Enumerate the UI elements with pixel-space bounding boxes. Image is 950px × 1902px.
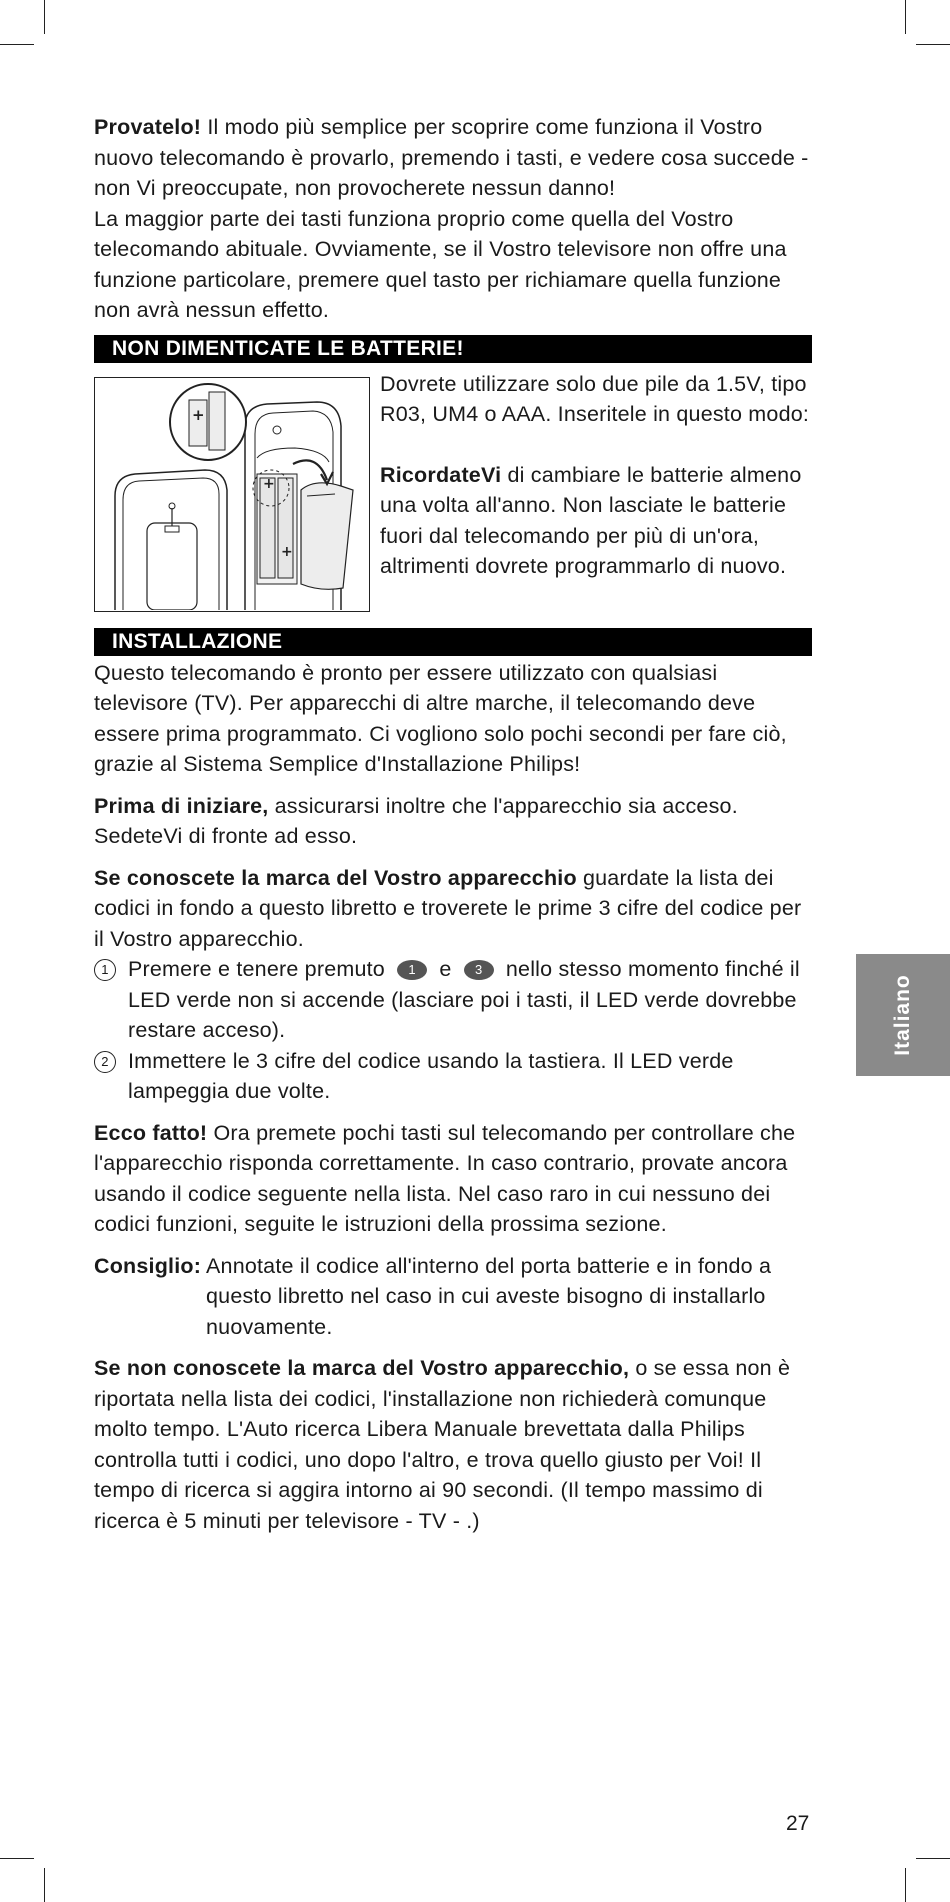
svg-text:+: + <box>263 475 275 492</box>
reminder-text: di cambiare le batterie almeno una volta all'anno. Non lasciate le batterie fuori dal telecomando per più di un'ora, altrimenti dovrete programmarlo di nuovo. <box>380 462 802 578</box>
known-brand-paragraph <box>94 863 812 955</box>
known-brand-text: guardate la lista dei codici in fondo a questo libretto e troverete le prime 3 cifre del codice per il Vostro apparecchio. <box>94 865 802 951</box>
intro-text: Il modo più semplice per scoprire come funziona il Vostro nuovo telecomando è provarlo, premendo i tasti, e vedere cosa succede - non Vi preoccupate, non provocherete nessun danno! <box>94 115 809 200</box>
before-start-paragraph <box>94 791 812 852</box>
crop-mark <box>0 1858 34 1859</box>
intro-paragraph-2: La maggior parte dei tasti funziona proprio come quella del Vostro telecomando abituale. Ovviamente, se il Vostro televisore non offre una funzione particolare, premere quel tasto per richiamare quella funzione non avrà nessun effetto. <box>94 206 787 322</box>
crop-mark <box>905 0 906 34</box>
known-brand-lead: Se conoscete la marca del Vostro apparecchio <box>94 865 577 890</box>
done-text: Ora premete pochi tasti sul telecomando per controllare che l'apparecchio risponda correttamente. In caso contrario, provate ancora usando il codice seguente nella lista. Nel caso raro in cui nessuno dei codici funzioni, seguite le istruzioni della prossima sezione. <box>94 1120 796 1236</box>
step1-text-a: Premere e tenere premuto <box>128 957 385 981</box>
remote-battery-icon <box>95 378 368 610</box>
crop-mark <box>905 1868 906 1902</box>
crop-mark <box>916 1858 950 1859</box>
battery-illustration <box>94 377 370 612</box>
step1-and: e <box>439 957 452 981</box>
svg-text:+: + <box>192 405 205 424</box>
install-heading: INSTALLAZIONE <box>94 628 812 656</box>
unknown-brand-text: o se essa non è riportata nella lista dei codici, l'installazione non richiederà comunque molto tempo. L'Auto ricerca Libera Manuale brevettata dalla Philips controlla tutti i codici, uno dopo l'altro, e trova quello giusto per Voi! Il tempo di ricerca si aggira intorno ai 90 secondi. (Il tempo massimo di ricerca è 5 minuti per televisore - TV - .) <box>94 1356 791 1533</box>
batteries-section <box>94 369 812 612</box>
step-1 <box>94 954 812 1046</box>
tip-block <box>94 1251 812 1343</box>
unknown-brand-lead: Se non conoscete la marca del Vostro apparecchio, <box>94 1356 630 1380</box>
intro-lead: Provatelo! <box>94 115 202 139</box>
step-2 <box>94 1046 812 1107</box>
tip-text: Annotate il codice all'interno del porta batterie e in fondo a questo libretto nel caso in cui aveste bisogno di installarlo nuovamente. <box>206 1253 772 1339</box>
batteries-text <box>380 369 812 582</box>
step-number: 1 <box>94 959 116 981</box>
step-number: 2 <box>94 1051 116 1073</box>
batteries-heading: NON DIMENTICATE LE BATTERIE! <box>94 335 812 363</box>
done-lead: Ecco fatto! <box>94 1120 208 1145</box>
language-tab-label: Italiano <box>891 974 914 1056</box>
key-1-icon: 1 <box>397 960 427 980</box>
before-start-text: assicurarsi inoltre che l'apparecchio sia acceso. SedeteVi di fronte ad esso. <box>94 793 738 848</box>
crop-mark <box>44 0 45 34</box>
page-number: 27 <box>786 1812 810 1835</box>
batteries-reminder <box>380 460 812 582</box>
crop-mark <box>0 44 34 45</box>
done-paragraph <box>94 1118 812 1240</box>
reminder-lead: RicordateVi <box>380 462 502 487</box>
step1-text-b: nello stesso momento finché il LED verde non si accende (lasciare poi i tasti, il LED verde dovrebbe restare acceso). <box>128 957 800 1042</box>
svg-text:+: + <box>281 543 293 560</box>
page-content <box>94 112 812 1536</box>
intro-paragraph <box>94 112 812 204</box>
unknown-brand-paragraph <box>94 1353 812 1536</box>
crop-mark <box>916 44 950 45</box>
key-3-icon: 3 <box>464 960 494 980</box>
crop-mark <box>44 1868 45 1902</box>
step-text <box>128 954 812 1046</box>
language-tab <box>856 954 950 1076</box>
batteries-instructions: Dovrete utilizzare solo due pile da 1.5V, tipo R03, UM4 o AAA. Inseritele in questo modo: <box>380 371 810 426</box>
install-intro: Questo telecomando è pronto per essere utilizzato con qualsiasi televisore (TV). Per apparecchi di altre marche, il telecomando deve essere prima programmato. Ci vogliono solo pochi secondi per fare ciò, grazie al Sistema Semplice d'Installazione Philips! <box>94 660 787 776</box>
before-start-lead: Prima di iniziare, <box>94 793 269 818</box>
tip-label: Consiglio: <box>94 1253 202 1278</box>
step-text: Immettere le 3 cifre del codice usando la tastiera. Il LED verde lampeggia due volte. <box>128 1048 734 1103</box>
